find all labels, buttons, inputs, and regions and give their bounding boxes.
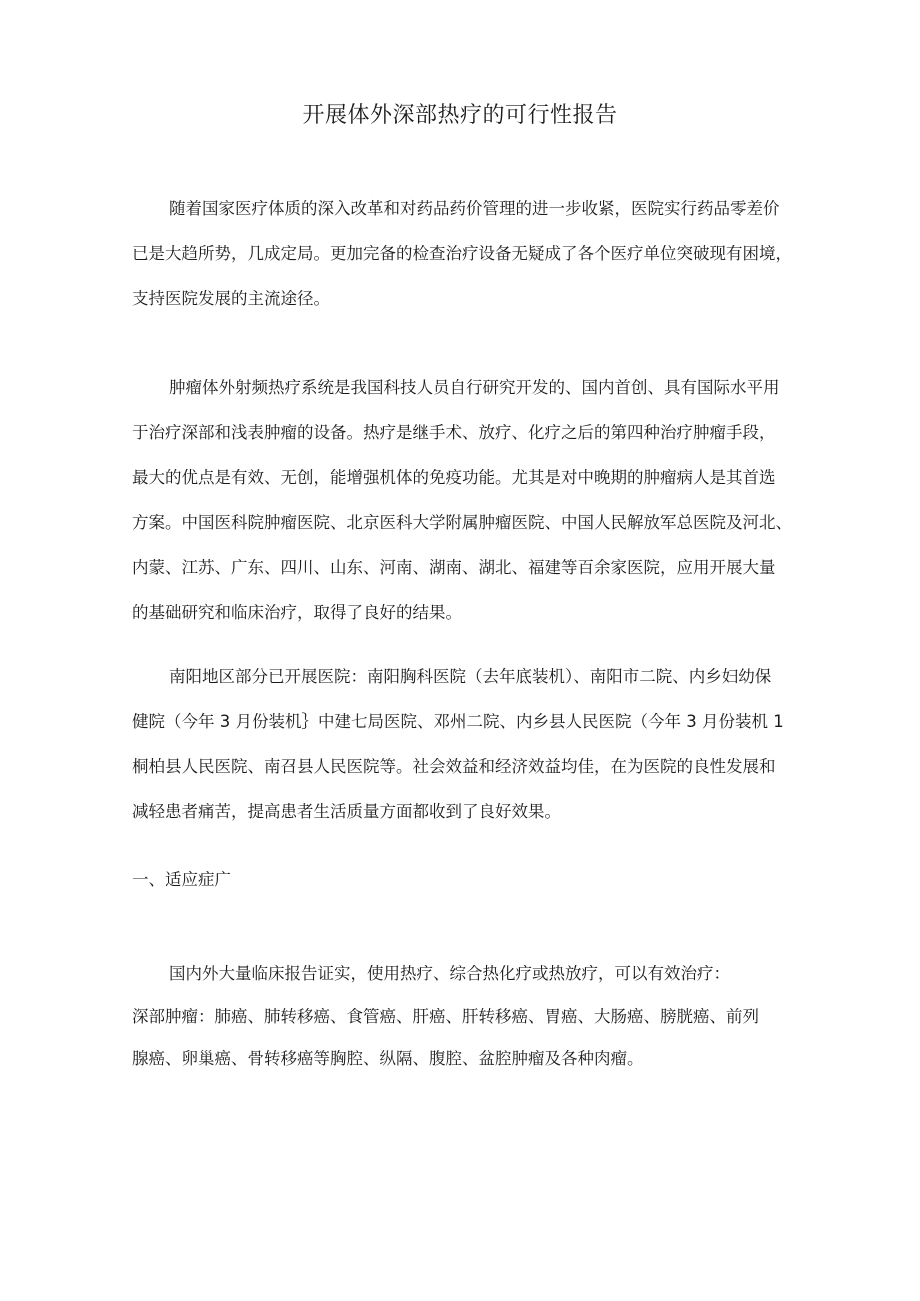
paragraph-line: 深部肿瘤：肺癌、肺转移癌、食管癌、肝癌、肝转移癌、胃癌、大肠癌、膀胱癌、前列 xyxy=(132,1007,759,1026)
paragraph-4 xyxy=(132,953,800,1080)
paragraph-line: 于治疗深部和浅表肿瘤的设备。热疗是继手术、放疗、化疗之后的第四种治疗肿瘤手段， xyxy=(132,423,776,442)
paragraph-1 xyxy=(132,186,800,321)
paragraph-3 xyxy=(132,654,800,834)
paragraph-line: 南阳地区部分已开展医院：南阳胸科医院（去年底装机）、南阳市二院、内乡妇幼保 xyxy=(169,667,772,686)
paragraph-line: 的基础研究和临床治疗，取得了良好的结果。 xyxy=(132,603,462,622)
paragraph-2 xyxy=(132,365,800,635)
paragraph-line: 支持医院发展的主流途径。 xyxy=(132,289,330,308)
paragraph-line: 方案。中国医科院肿瘤医院、北京医科大学附属肿瘤医院、中国人民解放军总医院及河北、 xyxy=(132,513,792,532)
paragraph-line: 最大的优点是有效、无创，能增强机体的免疫功能。尤其是对中晚期的肿瘤病人是其首选 xyxy=(132,468,776,487)
paragraph-line: 健院（今年 3 月份装机｝中建七局医院、邓州二院、内乡县人民医院（今年 3 月份装机 1 xyxy=(132,712,784,731)
paragraph-line: 已是大趋所势，几成定局。更加完备的检查治疗设备无疑成了各个医疗单位突破现有困境， xyxy=(132,244,792,263)
paragraph-line: 随着国家医疗体质的深入改革和对药品药价管理的进一步收紧，医院实行药品零差价 xyxy=(169,199,780,218)
paragraph-line: 桐柏县人民医院、南召县人民医院等。社会效益和经济效益均佳，在为医院的良性发展和 xyxy=(132,757,776,776)
section-heading: 一、适应症广 xyxy=(132,870,231,889)
paragraph-line: 腺癌、卵巢癌、骨转移癌等胸腔、纵隔、腹腔、盆腔肿瘤及各种肉瘤。 xyxy=(132,1049,644,1068)
paragraph-line: 国内外大量临床报告证实，使用热疗、综合热化疗或热放疗，可以有效治疗： xyxy=(169,964,730,983)
paragraph-line: 内蒙、江苏、广东、四川、山东、河南、湖南、湖北、福建等百余家医院，应用开展大量 xyxy=(132,558,776,577)
paragraph-line: 肿瘤体外射频热疗系统是我国科技人员自行研究开发的、国内首创、具有国际水平用 xyxy=(169,378,780,397)
paragraph-line: 减轻患者痛苦，提高患者生活质量方面都收到了良好效果。 xyxy=(132,802,561,821)
document-title: 开展体外深部热疗的可行性报告 xyxy=(302,103,618,128)
